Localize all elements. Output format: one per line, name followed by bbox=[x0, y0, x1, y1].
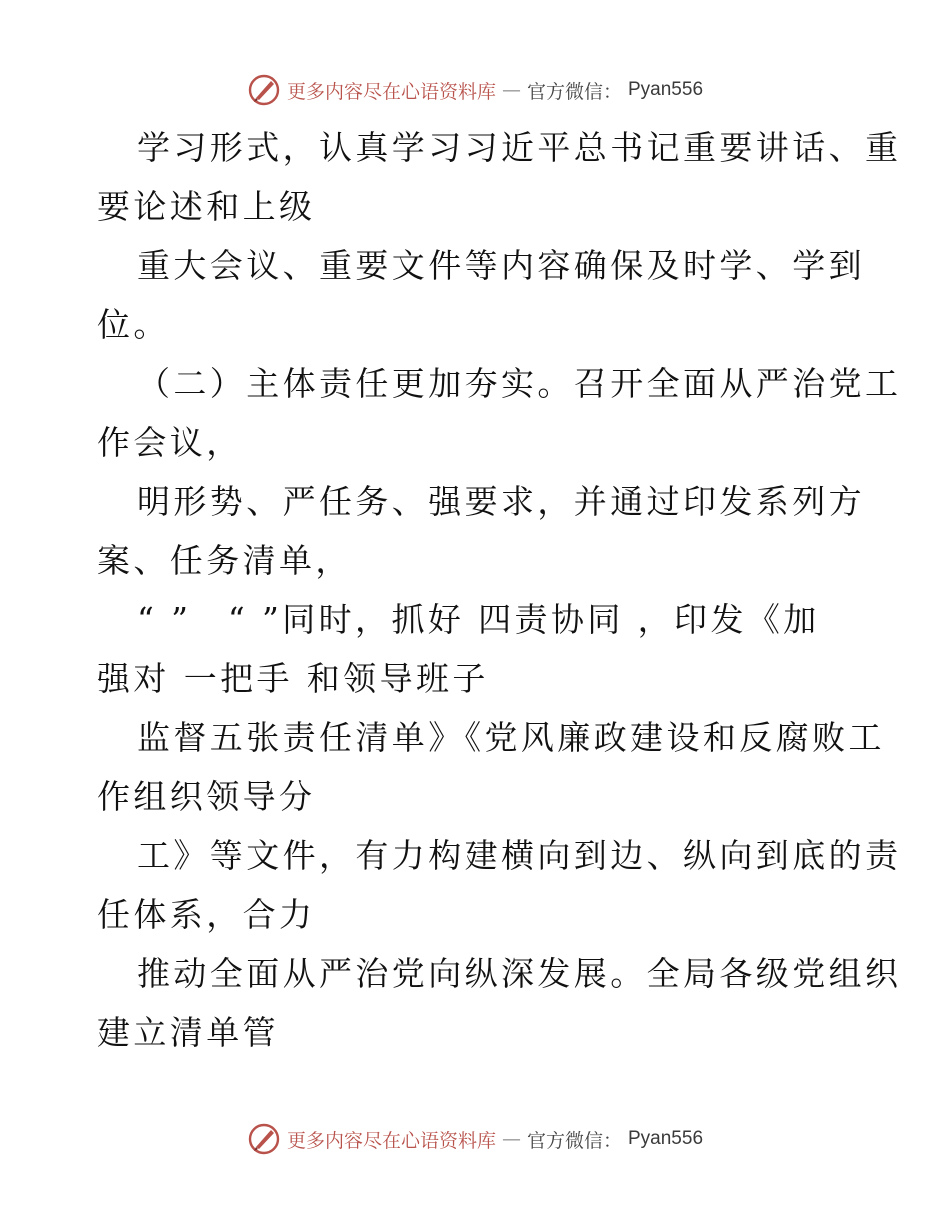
quill-pen-logo-icon bbox=[247, 1122, 281, 1156]
footer-watermark bbox=[0, 1119, 950, 1159]
watermark-wechat-label: 官方微信： bbox=[526, 80, 622, 103]
watermark-wechat-label: 官方微信： bbox=[526, 1129, 622, 1152]
body-line: 作组织领导分 bbox=[97, 777, 316, 816]
body-line: 监督五张责任清单》《党风廉政建设和反腐败工 bbox=[137, 718, 885, 757]
header-watermark bbox=[0, 70, 950, 110]
watermark-separator: — bbox=[501, 79, 521, 101]
watermark-site-text: 更多内容尽在心语资料库 bbox=[286, 80, 496, 103]
watermark-wechat-id: Pyan556 bbox=[628, 1128, 704, 1149]
watermark-separator: — bbox=[501, 1128, 521, 1150]
body-line: 学习形式，认真学习习近平总书记重要讲话、重 bbox=[137, 128, 902, 167]
watermark-wechat-id: Pyan556 bbox=[628, 79, 704, 100]
body-line: 位。 bbox=[97, 305, 170, 344]
body-line: 案、任务清单， bbox=[97, 541, 352, 580]
body-line: 建立清单管 bbox=[97, 1013, 279, 1052]
body-line: 要论述和上级 bbox=[97, 187, 316, 226]
body-line: “ ” “ ”同时，抓好 四责协同 ，印发《加 bbox=[137, 600, 820, 639]
body-line: 明形势、严任务、强要求，并通过印发系列方 bbox=[137, 482, 865, 521]
body-line: 作会议， bbox=[97, 423, 243, 462]
body-line: 推动全面从严治党向纵深发展。全局各级党组织 bbox=[137, 954, 902, 993]
body-line: 强对 一把手 和领导班子 bbox=[97, 659, 489, 698]
document-body bbox=[97, 118, 902, 1062]
section-heading-line: （二）主体责任更加夯实。召开全面从严治党工 bbox=[137, 364, 902, 403]
quill-pen-logo-icon bbox=[247, 73, 281, 107]
watermark-site-text: 更多内容尽在心语资料库 bbox=[286, 1129, 496, 1152]
body-line: 重大会议、重要文件等内容确保及时学、学到 bbox=[137, 246, 865, 285]
body-line: 任体系，合力 bbox=[97, 895, 316, 934]
body-line: 工》等文件，有力构建横向到边、纵向到底的责 bbox=[137, 836, 902, 875]
